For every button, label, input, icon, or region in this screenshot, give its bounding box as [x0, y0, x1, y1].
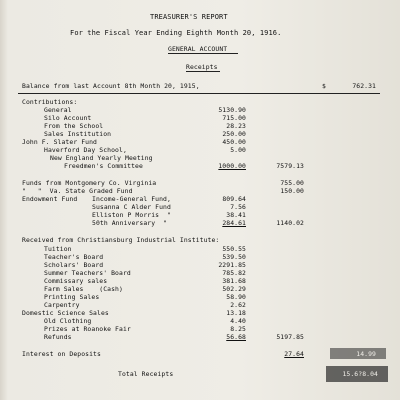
report-subtitle: For the Fiscal Year Ending Eighth Month 20, 1916. [70, 29, 282, 37]
line-label: Summer Teachers' Board [44, 269, 131, 277]
line-label: Scholars' Board [44, 261, 104, 269]
line-amount: 1000.00 [218, 162, 246, 170]
line-label: General [44, 106, 72, 114]
line-label: Commissary sales [44, 277, 108, 285]
line-amount: 809.64 [222, 195, 246, 203]
line-label: Carpentry [44, 301, 80, 309]
balance-label: Balance from last Account 8th Month 20, 1915, [22, 82, 200, 90]
line-label: Silo Account [44, 114, 92, 122]
section-underline [168, 53, 238, 54]
line-amount: 7.56 [230, 203, 246, 211]
contributions-heading: Contributions: [22, 98, 78, 106]
line-label: John F. Slater Fund [22, 138, 98, 146]
line-label: Freedmen's Committee [64, 162, 143, 170]
line-amount: 2.62 [230, 301, 246, 309]
line-amount: 28.23 [226, 122, 246, 130]
interest-label: Interest on Deposits [22, 350, 101, 358]
line-label: Refunds [44, 333, 72, 341]
line-label: Printing Sales [44, 293, 100, 301]
line-label: Teacher's Board [44, 253, 104, 261]
line-amount: 150.00 [280, 187, 304, 195]
line-label: From the School [44, 122, 104, 130]
subtotal-amount: 7579.13 [276, 162, 304, 170]
line-amount: 5.00 [230, 146, 246, 154]
line-amount: 250.00 [222, 130, 246, 138]
line-amount: 715.00 [222, 114, 246, 122]
line-amount: 550.55 [222, 245, 246, 253]
interest-total: 14.99 [356, 350, 376, 358]
line-label: Prizes at Roanoke Fair [44, 325, 131, 333]
receipts-underline [186, 71, 220, 72]
line-label: Haverford Day School, [44, 146, 127, 154]
subtotal-amount: 1140.02 [276, 219, 304, 227]
line-amount: 56.68 [226, 333, 246, 341]
line-amount: 58.90 [226, 293, 246, 301]
report-title: TREASURER'S REPORT [150, 13, 228, 21]
line-label: New England Yearly Meeting [50, 154, 153, 162]
line-amount: 284.61 [222, 219, 246, 227]
endowment-heading: Endowment Fund [22, 195, 78, 203]
line-label: Farm Sales (Cash) [44, 285, 123, 293]
line-amount: 4.40 [230, 317, 246, 325]
line-amount: 502.29 [222, 285, 246, 293]
receipts-heading: Receipts [186, 63, 218, 71]
line-label: Funds from Montgomery Co. Virginia [22, 179, 157, 187]
line-amount: 450.00 [222, 138, 246, 146]
divider-line [18, 93, 380, 94]
line-amount: 381.68 [222, 277, 246, 285]
balance-amount: 762.31 [352, 82, 376, 90]
total-receipts-label: Total Receipts [118, 370, 174, 378]
line-amount: 38.41 [226, 211, 246, 219]
line-amount: 5130.90 [218, 106, 246, 114]
line-amount: 8.25 [230, 325, 246, 333]
line-label: Tuition [44, 245, 72, 253]
interest-amount: 27.64 [284, 350, 304, 358]
total-receipts-amount: 15.6?8.04 [342, 370, 378, 378]
line-amount: 539.50 [222, 253, 246, 261]
line-amount: 755.00 [280, 179, 304, 187]
institute-heading: Received from Christiansburg Industrial Institute: [22, 236, 220, 244]
line-amount: 2291.85 [218, 261, 246, 269]
line-label: Income-General Fund, [92, 195, 171, 203]
line-label: Sales Institution [44, 130, 112, 138]
line-label: Domestic Science Sales [22, 309, 109, 317]
line-label: " " Va. State Graded Fund [22, 187, 133, 195]
line-label: Elliston P Morris " [92, 211, 171, 219]
line-amount: 13.18 [226, 309, 246, 317]
line-label: 50th Anniversary " [92, 219, 168, 227]
subtotal-amount: 5197.85 [276, 333, 304, 341]
line-label: Susanna C Alder Fund [92, 203, 171, 211]
section-heading: GENERAL ACCOUNT [168, 45, 228, 53]
line-amount: 785.82 [222, 269, 246, 277]
balance-currency: $ [322, 82, 326, 90]
line-label: Old Clothing [44, 317, 92, 325]
